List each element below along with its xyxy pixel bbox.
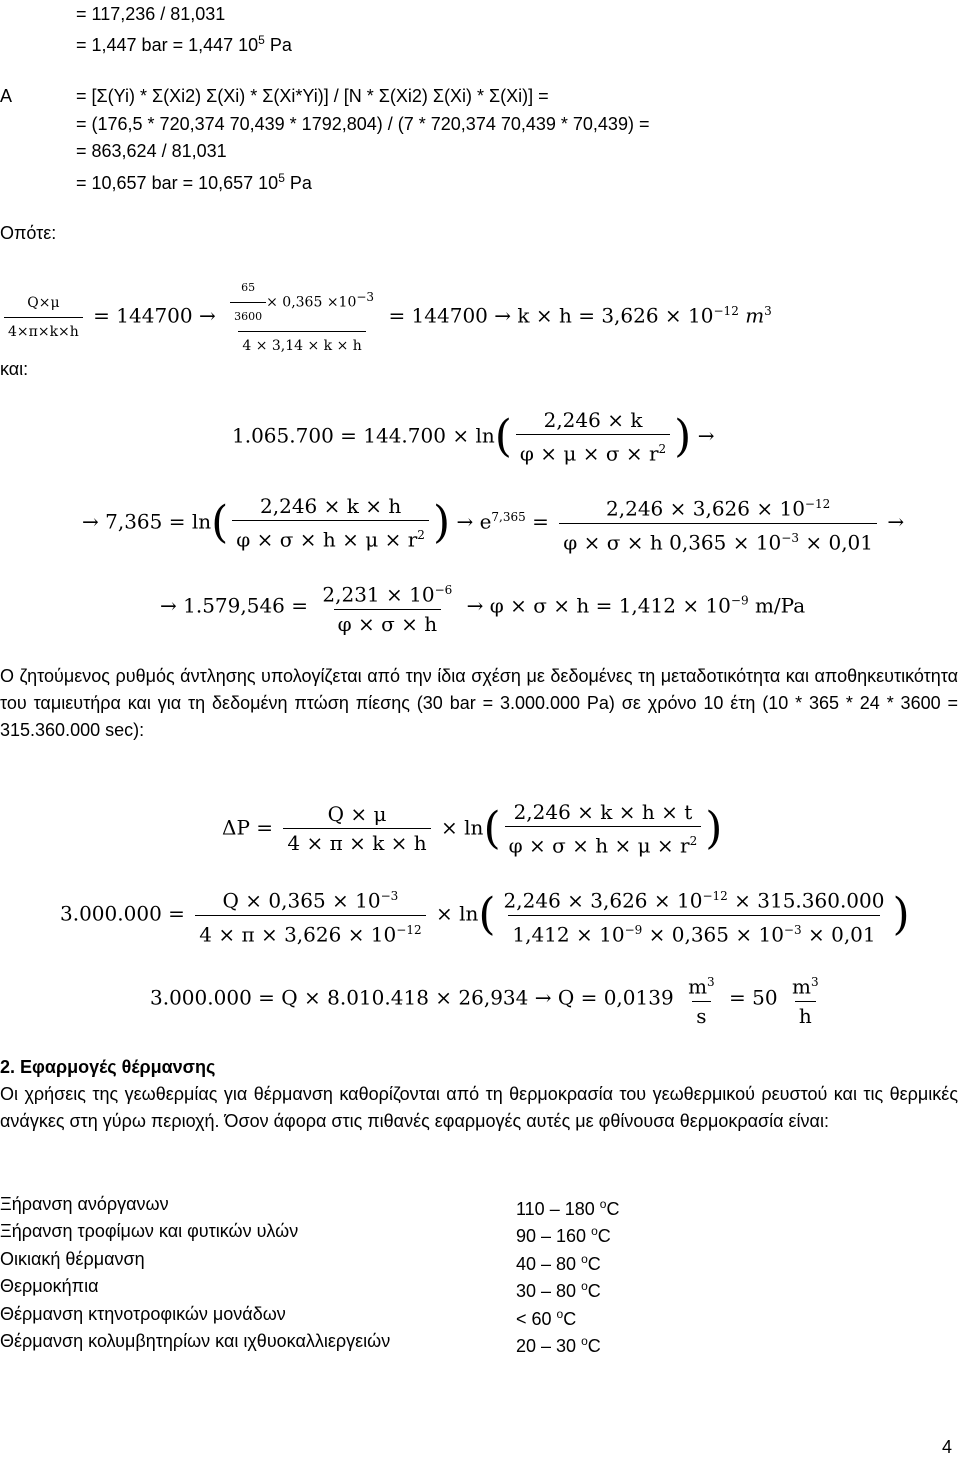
calc-a-line1: = [Σ(Yi) * Σ(Xi2) Σ(Xi) * Σ(Xi*Yi)] / [N * Σ(Xi2) Σ(Xi) * Σ(Xi)] = bbox=[76, 86, 549, 106]
eq5-fraction-2: $\frac{2,246 \times k \times h \times t}{\varphi \times \sigma \times h \times \mu \times r^2}$ bbox=[505, 800, 702, 858]
eq4-fraction: $\frac{2,231 \times 10^{-6}}{\varphi \times \sigma \times h}$ bbox=[322, 582, 453, 636]
equation-2: 1.065.700 = 144.700 × ln( $\frac{2,246 \times k}{\varphi \times \mu \times \sigma \times r^2}$ ) → bbox=[232, 408, 715, 466]
calc-a-line4: = 10,657 bar = 10,657 $10^5$ Pa bbox=[76, 171, 312, 193]
equation-3: → 7,365 = ln( $\frac{2,246 \times k \times h}{\varphi \times \sigma \times h \times \mu \times r^2}$ ) → $e^{7,365}$ = $\frac{2,246 \times 3,626 \times 10^{-12}}{\varphi \times \sigma \times h 0,365 \times 10^{-3} \times 0,01}$ → bbox=[82, 492, 904, 554]
eq1-fraction-2: $\frac{65}{3600}$ × $0,365 \times 10^{-3}$ 4 × 3,14 × k × h bbox=[226, 276, 378, 358]
opote-label: Οπότε: bbox=[0, 223, 57, 243]
eq7-fraction-1: $\frac{m^3}{s}$ bbox=[688, 974, 715, 1028]
eq3-fraction-2: $\frac{2,246 \times 3,626 \times 10^{-12}}{\varphi \times \sigma \times h 0,365 \times 10^{-3} \times 0,01}$ bbox=[559, 492, 877, 554]
calc-b-line2: = 1,447 bar = 1,447 $10^5$ Pa bbox=[76, 33, 292, 55]
kai-label: και: bbox=[0, 359, 29, 379]
equation-7: 3.000.000 = Q × 8.010.418 × 26,934 → Q = 0,0139 $\frac{m^3}{s}$ = 50 $\frac{m^3}{h}$ bbox=[150, 970, 827, 1028]
eq2-fraction: $\frac{2,246 \times k}{\varphi \times \mu \times \sigma \times r^2}$ bbox=[516, 408, 670, 466]
eq3-fraction-1: $\frac{2,246 \times k \times h}{\varphi \times \sigma \times h \times \mu \times r^2}$ bbox=[232, 494, 429, 552]
equation-5: ΔP = $\frac{Q \times \mu}{4 \times \pi \times k \times h}$ × ln( $\frac{2,246 \times k \times h \times t}{\varphi \times \sigma \times h \times \mu \times r^2}$ ) bbox=[222, 800, 723, 858]
eq1-fraction-1: $\frac{Q\times\mu}{4\times\pi\times k\times h}$ bbox=[4, 291, 83, 344]
equation-1: $\frac{Q\times\mu}{4\times\pi\times k\times h}$ = 144700 → $\frac{65}{3600}$ × $0,365 \times 10^{-3}$ 4 × 3,14 × k × h = $144700 \to k \times h = 3,626 \times 10^{-12}$ $m^3$ bbox=[0, 276, 772, 358]
eq5-fraction-1: $\frac{Q \times \mu}{4 \times \pi \times k \times h}$ bbox=[283, 802, 430, 855]
calc-a-line2: = (176,5 * 720,374 70,439 * 1792,804) / (7 * 720,374 70,439 * 70,439) = bbox=[76, 114, 650, 134]
eq7-fraction-2: $\frac{m^3}{h}$ bbox=[791, 974, 819, 1028]
equation-6: 3.000.000 = $\frac{Q \times 0,365 \times 10^{-3}}{4 \times \pi \times 3,626 \times 10^{-12}}$ × ln( $\frac{2,246 \times 3,626 \times 10^{-12} \times 315.360.000}{1,412 \times 10^{-9} \times 0,365 \times 10^{-3} \times 0,01}$ ) bbox=[60, 884, 910, 946]
paragraph-pumping-rate: Ο ζητούμενος ρυθμός άντλησης υπολογίζεται από την ίδια σχέση με δεδομένες τη μεταδοτικότητα και αποθηκευτικότητα του ταμιευτήρα και για τη δεδομένη πτώση πίεσης (30 bar = 3.000.000 Pa) σε χρόνο 10 έτη (10 * 365 * 24 * 3600 = 315.360.000 sec): bbox=[0, 666, 958, 740]
calc-a-line3: = 863,624 / 81,031 bbox=[76, 141, 227, 161]
section-paragraph: Οι χρήσεις της γεωθερμίας για θέρμανση καθορίζονται από τη θερμοκρασία του γεωθερμικού ρευστού και τις θερμικές ανάγκες στη γύρω περιοχή. Όσον άφορα στις πιθανές εφαρμογές αυτές με φθίνουσα θερμοκρασία είναι: bbox=[0, 1084, 958, 1131]
calc-a-label: A bbox=[0, 86, 13, 106]
eq6-fraction-1: $\frac{Q \times 0,365 \times 10^{-3}}{4 \times \pi \times 3,626 \times 10^{-12}}$ bbox=[195, 884, 425, 946]
section-heading: 2. Εφαρμογές θέρμανσης bbox=[0, 1057, 216, 1077]
page-number: 4 bbox=[941, 1437, 952, 1457]
calc-b-line1: = 117,236 / 81,031 bbox=[76, 4, 226, 24]
eq6-fraction-2: $\frac{2,246 \times 3,626 \times 10^{-12} \times 315.360.000}{1,412 \times 10^{-9} \times 0,365 \times 10^{-3} \times 0,01}$ bbox=[503, 888, 885, 947]
equation-4: → 1.579,546 = $\frac{2,231 \times 10^{-6}}{\varphi \times \sigma \times h}$ → $\varphi \times \sigma \times h = 1,412 \times 10^{-9}$ m/Pa bbox=[160, 578, 805, 636]
